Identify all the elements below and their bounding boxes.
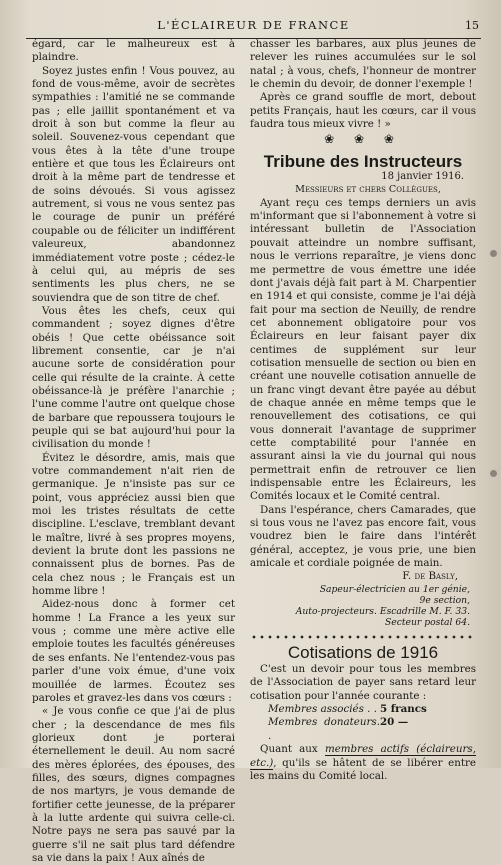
signature-line: Sapeur-électricien au 1er génie, [319, 583, 470, 595]
signature-line: Secteur postal 64. [384, 616, 470, 628]
paragraph: chasser les barbares, aux plus jeunes de relever les ruines accumulées sur le sol natal ; à vous, chefs, l'honneur de montrer le chemin du devoir, de donner l'exemple ! [250, 38, 476, 91]
paragraph: Vous êtes les chefs, ceux qui commandent ; soyez dignes d'être obéis ! Que cette obéissance soit librement consentie, car je n'ai aucune sorte de considération pour celle qui résulte de la crainte. À cette obéissance-là je préfère l'anarchie ; l'une comme l'autre ont quelque chose de barbare que repoussera toujours le peuple qui se bat aujourd'hui pour la civilisation du monde ! [32, 304, 235, 451]
paragraph: Soyez justes enfin ! Vous pouvez, au fond de vous-même, avoir de secrètes sympathies : l'amitié ne se commande pas ; elle jaillit spontanément et va droit à son but comme la fleur au soleil. Souvenez-vous cependant que vous êtes à la tête d'une troupe entière et que tous les Éclaireurs ont droit à la même part de tendresse et de soins dévoués. Si vous agissez autrement, si vous ne vous sentez pas le courage de punir un préféré coupable ou de féliciter un indifférent valeureux, abandonnez immédiatement votre poste ; cédez-le à celui qui, au mépris de ses sentiments les plus chers, ne se souviendra que de son titre de chef. [32, 64, 235, 304]
binding-hole [490, 250, 497, 257]
dotted-divider [250, 634, 476, 640]
salutation: Messieurs et chers Collègues, [295, 184, 441, 196]
section-title-cotisations: Cotisations de 1916 [287, 642, 439, 662]
paragraph: Évitez le désordre, amis, mais que votre commandement n'ait rien de germanique. Je n'insiste pas sur ce point, vous appréciez aussi bien que moi les tristes résultats de cette discipline. L'esclave, tremblant devant le maître, livré à ses propres moyens, devient la brute dont les passions ne connaissent plus de bornes. Pas de cela chez nous ; le Français est un homme libre ! [32, 451, 235, 598]
left-column [32, 38, 235, 864]
paragraph: Après ce grand souffle de mort, debout petits Français, haut les cœurs, car il vous faudra tous mieux vivre ! » [250, 91, 476, 131]
running-title: L'ÉCLAIREUR DE FRANCE [157, 18, 350, 32]
note-suffix: , qu'ils se hâtent de se libérer entre les mains du Comité local. [250, 756, 476, 782]
page-number: 15 [465, 19, 479, 32]
paragraph: Dans l'espérance, chers Camarades, que si tous vous ne l'avez pas encore fait, vous voudrez bien le faire dans l'intérêt général, acceptez, je vous prie, une bien amicale et cordiale poignée de main. [250, 503, 476, 570]
fee-row [268, 703, 476, 716]
paragraph: C'est un devoir pour tous les membres de l'Association de payer sans retard leur cotisation pour l'année courante : [250, 663, 476, 702]
paragraph: égard, car le malheureux est à plaindre. [32, 38, 235, 64]
note-emphasis: membres actifs (éclaireurs, etc.) [250, 743, 476, 769]
signature-line: Auto-projecteurs. Escadrille M. F. 33. [295, 605, 470, 617]
paragraph [250, 743, 476, 783]
signature-name: F. de Basly, [402, 570, 458, 583]
fee-name: Membres associés . . [268, 703, 378, 716]
fee-name: Membres donateurs. . [268, 716, 380, 742]
binding-hole [490, 470, 497, 477]
page-header [26, 14, 481, 39]
paragraph: Ayant reçu ces temps derniers un avis m'informant que si l'abonnement à votre si intéressant bulletin de l'Association pouvait atteindre un nombre suffisant, nous le verrions reparaître, je viens donc me permettre de vous émettre une idée dont j'avais déjà fait part à M. Charpentier en 1914 et qui consiste, comme je l'ai déjà fait pour ma section de Neuilly, de rendre cet abonnement obligatoire pour vos Éclaireurs en leur faisant payer dix centimes de supplément sur leur cotisation mensuelle de section ou bien en créant une nouvelle cotisation annuelle de un franc vingt devant être payée au début de chaque année en même temps que le renouvellement des cotisations, ce qui vous donnerait l'avantage de supprimer cette comptabilité pour l'année en assurant ainsi la vie du journal qui nous permettrait enfin de retrouver ce lien indispensable entre les Éclaireurs, les Comités locaux et le Comité central. [250, 196, 476, 503]
signature-line: 9e section, [419, 594, 470, 606]
dateline: 18 janvier 1916. [381, 171, 464, 183]
paragraph: « Je vous confie ce que j'ai de plus cher ; la descendance de mes fils glorieux dont je porterai éternellement le deuil. Au nom sacré des mères éplorées, des épouses, des filles, des sœurs, dignes compagnes de nos martyrs, je vous demande de fortifier cette jeunesse, de la préparer à la lutte ardente qui suivra celle-ci. Notre pays ne sera pas sauvé par la guerre s'il ne sait plus tard défendre sa vie dans la paix ! Aux aînés de [32, 705, 235, 864]
fee-row [268, 716, 476, 743]
ornament-separator: ❀ ❀ ❀ [324, 132, 402, 147]
right-column [250, 38, 476, 782]
fee-amount: 5 francs [380, 703, 427, 716]
section-title-tribune: Tribune des Instructeurs [263, 151, 463, 171]
fee-amount: 20 — [380, 716, 409, 729]
paragraph: Aidez-nous donc à former cet homme ! La France a les yeux sur vous ; comme une mère active elle emploie toutes les facultés généreuses de ses enfants. Ne l'entendez-vous pas parler d'une voix émue, d'une voix mouillée de larmes. Écoutez ses paroles et gravez-les dans vos cœurs : [32, 598, 235, 704]
note-prefix: Quant aux [260, 743, 318, 756]
